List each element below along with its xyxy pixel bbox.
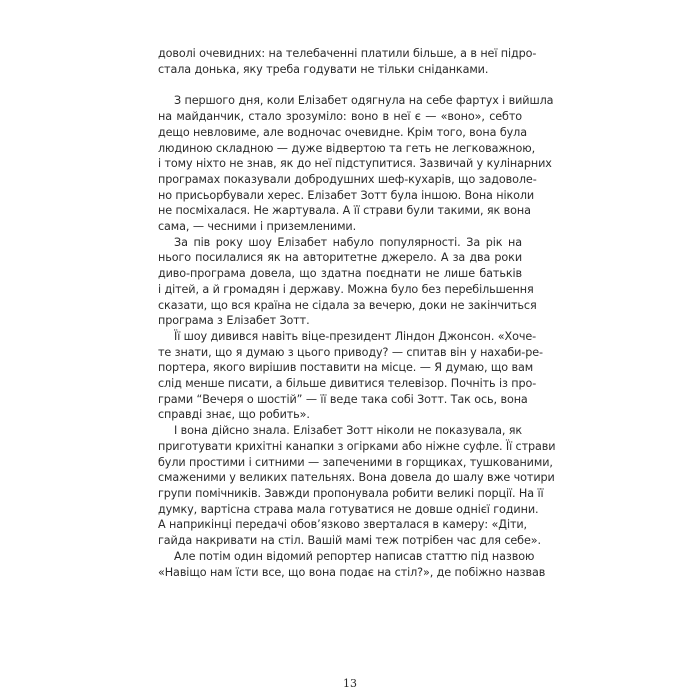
text-line: диво-програма довела, що здатна поєднати не лише батьків xyxy=(158,267,522,281)
text-line: дещо невловиме, але водночас очевидне. Крім того, вона була xyxy=(158,125,527,139)
text-line: Але потім один відомий репортер написав статтю під назвою xyxy=(174,549,535,563)
text-line: А наприкінці передачі обов’язково зверталася в камеру: «Діти, xyxy=(158,518,527,532)
text-line: Її шоу дивився навіть віце-президент Ліндон Джонсон. «Хоче- xyxy=(174,329,537,343)
text-line: справді знає, що робить». xyxy=(158,408,310,422)
text-line: З першого дня, коли Елізабет одягнула на себе фартух і вийшла xyxy=(174,94,554,108)
text-line: нього посилалися як на авторитетне джерело. А за два роки xyxy=(158,251,522,265)
text-line: За пів року шоу Елізабет набуло популярності. За рік на xyxy=(174,235,522,249)
text-line: і дітей, а й громадян і державу. Можна було без перебільшення xyxy=(158,282,534,296)
text-line: приготувати крихітні канапки з огірками або ніжне суфле. Її страви xyxy=(158,439,556,453)
text-line: слід менше писати, а більше дивитися телевізор. Почніть із про- xyxy=(158,377,537,391)
text-line: на майданчик, стало зрозуміло: воно в неї є — «воно», себто xyxy=(158,110,522,124)
paragraph-gap xyxy=(158,77,522,93)
text-line: но присьорбували херес. Елізабет Зотт була іншою. Вона ніколи xyxy=(158,188,535,202)
text-line: «Навіщо нам їсти все, що вона подає на стіл?», де побіжно назвав xyxy=(158,565,546,579)
text-line: доволі очевидних: на телебаченні платили більше, а в неї підро- xyxy=(158,47,537,60)
text-line: думку, вартісна страва мала готуватися не довше однієї години. xyxy=(158,502,539,516)
text-line: були простими і ситними — запеченими в горщиках, тушкованими, xyxy=(158,455,553,469)
text-line: портера, якого вирішив поставити на місце. — Я думаю, що вам xyxy=(158,361,534,375)
text-line: сама, — чесними і приземленими. xyxy=(158,220,357,234)
text-line: групи помічників. Завжди пропонувала робити великі порції. На її xyxy=(158,486,544,500)
text-line: програма з Елізабет Зотт. xyxy=(158,314,310,328)
text-line: і тому ніхто не знав, як до неї підступитися. Зазвичай у кулінарних xyxy=(158,157,552,171)
text-line: стала донька, яку треба годувати не тільки сніданками. xyxy=(158,62,489,76)
text-line: сказати, що вся країна не сідала за вечерю, доки не закінчиться xyxy=(158,298,537,312)
text-line: гайда накривати на стіл. Вашій мамі теж потрібен час для себе». xyxy=(158,534,541,548)
text-line: програмах показували добродушних шеф-кухарів, що задоволе- xyxy=(158,172,537,186)
text-line: не посміхалася. Не жартувала. А її страви були такими, як вона xyxy=(158,204,531,218)
body-text xyxy=(158,46,556,580)
text-line: грами “Вечеря о шостій” — її веде така собі Зотт. Так ось, вона xyxy=(158,392,528,406)
text-line: І вона дійсно знала. Елізабет Зотт ніколи не показувала, як xyxy=(174,424,523,438)
text-line: смаженими у великих пательнях. Вона довела до шалу вже чотири xyxy=(158,471,555,485)
text-line: те знати, що я думаю з цього приводу? — спитав він у нахаби-ре- xyxy=(158,345,543,359)
page-number: 13 xyxy=(343,677,357,690)
text-line: людиною складною — дуже відвертою та геть не легковажною, xyxy=(158,141,536,155)
